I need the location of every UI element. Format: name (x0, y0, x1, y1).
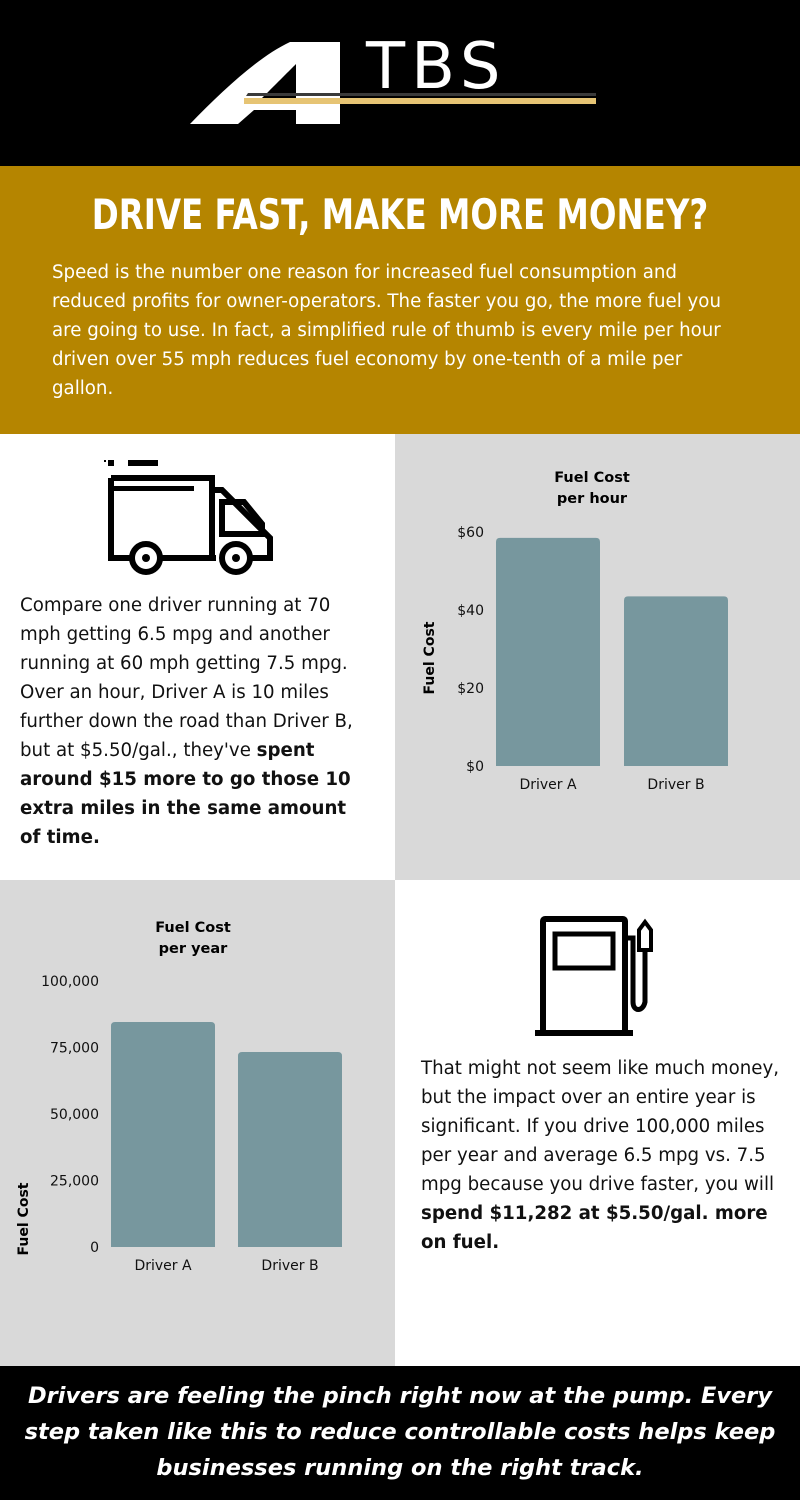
fuel-cost-per-year-chart (0, 880, 395, 1366)
x-tick-label: Driver B (261, 1258, 319, 1274)
y-tick-label: 50,000 (50, 1107, 99, 1123)
yearly-comparison-text (421, 1054, 781, 1257)
chart-title-line: per year (158, 941, 228, 957)
chart-title-line: per hour (556, 491, 628, 507)
y-tick-label: $60 (457, 525, 484, 541)
section-yearly-comparison (395, 880, 800, 1366)
y-tick-label: 75,000 (50, 1040, 99, 1057)
logo-swoosh (190, 42, 340, 124)
bar (496, 538, 600, 766)
x-tick-label: Driver B (647, 777, 705, 793)
y-tick-label: 25,000 (50, 1173, 99, 1190)
fuel-cost-per-hour-chart (395, 434, 800, 880)
yearly-text-plain: That might not seem like much money, but the impact over an entire year is significant. If you drive 100,000 miles per year and average 6.5 mpg vs. 7.5 mpg because you drive faster, you will (421, 1058, 779, 1195)
y-tick-label: $40 (457, 603, 484, 619)
section-chart-yearly (0, 880, 395, 1366)
yearly-text-bold: spend $11,282 at $5.50/gal. more on fuel. (421, 1203, 768, 1253)
hero-body: Speed is the number one reason for increased fuel consumption and reduced profits for owner-operators. The faster you go, the more fuel you are going to use. In fact, a simplified rule of thumb is every mile per hour driven over 55 mph reduces fuel economy by one-tenth of a mile per gallon. (52, 262, 721, 399)
page-title: DRIVE FAST, MAKE MORE MONEY? (91, 190, 709, 239)
footer-text: Drivers are feeling the pinch right now at the pump. Every step taken like this to reduce controllable costs helps keep businesses running on the right track. (24, 1383, 776, 1481)
footer-banner (0, 1366, 800, 1500)
bar (238, 1052, 342, 1247)
x-tick-label: Driver A (134, 1258, 192, 1274)
bar (624, 596, 728, 766)
chart-title-line: Fuel Cost (554, 470, 630, 486)
fuel-pump-icon (535, 914, 653, 1038)
chart-title-line: Fuel Cost (155, 920, 231, 936)
header (0, 0, 800, 166)
hourly-text-bold: spent around $15 more to go those 10 extra miles in the same amount of time. (20, 740, 351, 848)
y-tick-label: 0 (90, 1240, 99, 1256)
y-tick-label: $20 (457, 681, 484, 697)
logo-text: TBS (366, 30, 507, 104)
atbs-logo (0, 0, 800, 166)
y-tick-label: 100,000 (41, 974, 99, 990)
bar (111, 1022, 215, 1247)
hourly-comparison-text (20, 591, 370, 852)
y-axis-label: Fuel Cost (422, 621, 438, 695)
hourly-text-plain: Compare one driver running at 70 mph getting 6.5 mpg and another running at 60 mph getting 7.5 mpg. Over an hour, Driver A is 10 miles further down the road than Driver B, but at $5.50/gal., they've (20, 595, 353, 761)
truck-icon (104, 460, 274, 578)
hero-banner (0, 166, 800, 434)
y-tick-label: $0 (466, 759, 484, 775)
y-axis-label: Fuel Cost (16, 1182, 32, 1256)
x-tick-label: Driver A (519, 777, 577, 793)
section-chart-hourly (395, 434, 800, 880)
section-hourly-comparison (0, 434, 395, 880)
